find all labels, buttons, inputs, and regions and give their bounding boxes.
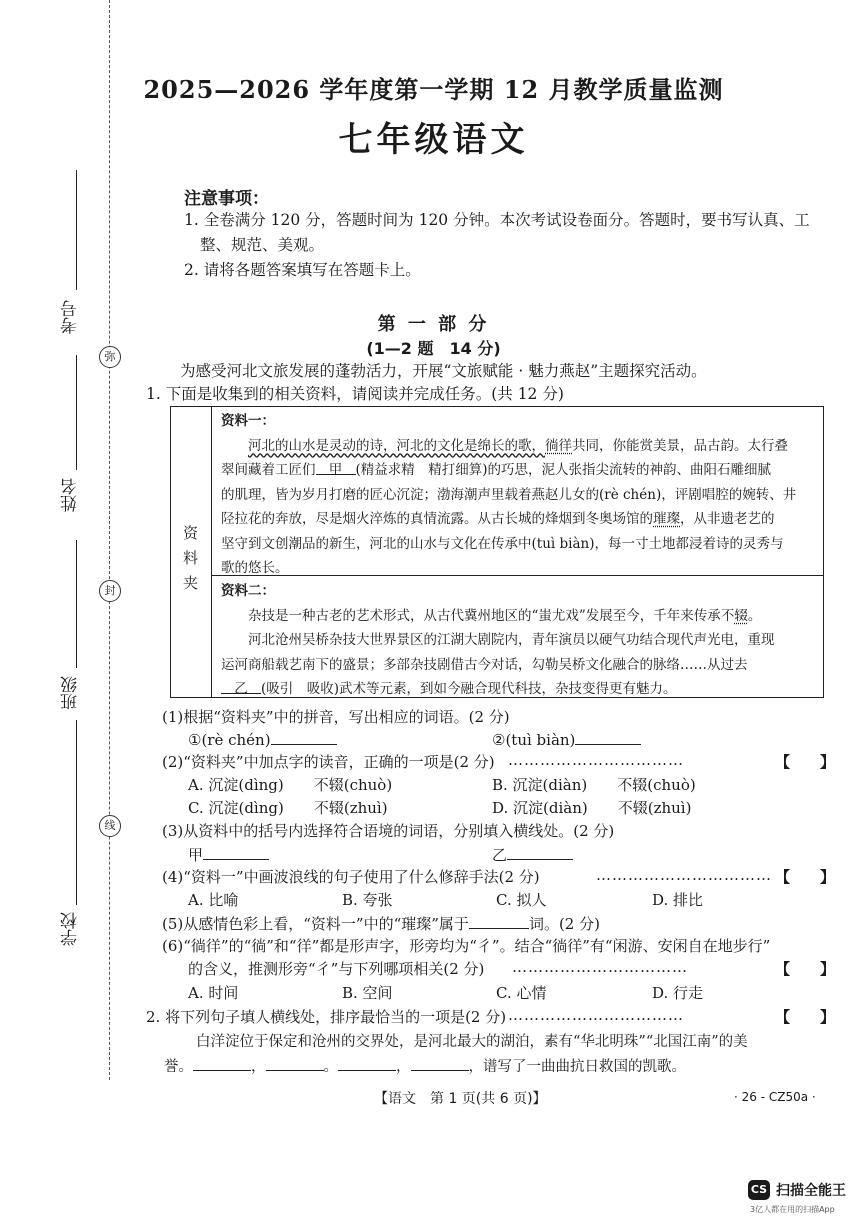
- m1-line2b: (精益求精 精打细算)的巧思，泥人张指尖流转的神韵、曲阳石雕细腻: [355, 462, 772, 478]
- banji-line: [76, 540, 77, 668]
- q2-stem: 2. 将下列句子填人横线处，排序最恰当的一项是(2 分): [146, 1008, 507, 1026]
- s1-b-blank: [575, 728, 641, 745]
- s6-option-d: D. 行走: [652, 984, 704, 1002]
- s6-line2: 的含义，推测形旁“彳”与下列哪项相关(2 分): [188, 960, 485, 978]
- label-xuexiao: 学校: [61, 912, 81, 946]
- s6-option-c: C. 心情: [496, 984, 547, 1002]
- q2-dots: ……………………………: [508, 1006, 684, 1024]
- m2-line4: (吸引 吸收)武术等元素，到如今融合现代科技，杂技变得更有魅力。: [261, 681, 677, 697]
- paper-code: · 26 - CZ50a ·: [734, 1090, 816, 1104]
- s4-answer-bracket: 【 】: [775, 868, 836, 886]
- s5-b: 词。(2 分): [528, 915, 600, 933]
- q2-text-line1: 白洋淀位于保定和沧州的交界处，是河北最大的湖泊，素有“华北明珠”“北国江南”的美: [196, 1034, 748, 1050]
- page-footer: 【语文 第 1 页(共 6 页)】: [374, 1091, 547, 1107]
- s5-blank: [469, 912, 529, 929]
- watermark-tagline: 3亿人都在用的扫描App: [750, 1205, 835, 1214]
- material-1-title: 资料一：: [221, 413, 275, 429]
- q2-text-line2: 誉。 ， 。 ， ，谱写了一曲曲抗日救国的凯歌。: [164, 1054, 686, 1076]
- m2-line2: 河北沧州吴桥杂技大世界景区的江湖大剧院内，青年演员以硬气功结合现代声光电，重现: [248, 632, 775, 648]
- m1-line6: 歌的悠长。: [221, 560, 289, 576]
- s1-b-label: ②(tuì biàn): [492, 731, 576, 749]
- m1-line5: 坚守到文创潮品的新生，河北的山水与文化在传承中(tuì biàn)，每一寸土地都浸着诗的灵秀与: [221, 535, 784, 552]
- seal-mi: 弥: [99, 346, 121, 368]
- binding-dashed-line: [109, 0, 110, 1080]
- s2-answer-bracket: 【 】: [775, 753, 836, 771]
- s3-yi-blank: [507, 843, 573, 860]
- s4-option-a: A. 比喻: [188, 891, 239, 909]
- s6-line1: (6)“徜徉”的“徜”和“徉”都是形声字，形旁均为“彳”。结合“徜徉”有“闲游、安闲自在地步行”: [162, 937, 771, 955]
- m2-word-chuo: 辍: [734, 607, 748, 624]
- s4-option-b: B. 夸张: [342, 891, 393, 909]
- s4-option-d: D. 排比: [652, 891, 704, 909]
- s6-option-a: A. 时间: [188, 984, 239, 1002]
- folder-char-2: 料: [183, 549, 199, 567]
- label-xingming: 姓名: [61, 478, 81, 512]
- notes-item1-line2: 整、规范、美观。: [200, 236, 325, 254]
- s1-b: [492, 728, 641, 749]
- exam-title: 2025—2026 学年度第一学期 12 月教学质量监测: [143, 75, 724, 104]
- notes-item2: 2. 请将各题答案填写在答题卡上。: [184, 261, 421, 279]
- camscanner-logo-icon: CS: [748, 1180, 770, 1200]
- subject-title: 七年级语文: [338, 120, 529, 160]
- material-folder-label: [171, 407, 212, 697]
- m2-line1b: 。: [747, 607, 762, 624]
- s6-dots: ……………………………: [512, 958, 688, 976]
- s4-dots: ……………………………: [596, 866, 772, 884]
- s1-stem: (1)根据“资料夹”中的拼音，写出相应的词语。(2 分): [162, 708, 510, 726]
- s6-option-b: B. 空间: [342, 984, 393, 1002]
- blank-yi: 乙: [221, 677, 261, 694]
- s1-a-blank: [271, 728, 337, 745]
- s4-stem: (4)“资料一”中画波浪线的句子使用了什么修辞手法(2 分): [162, 868, 540, 886]
- s5: [162, 912, 600, 934]
- m1-word-changyang: 徜徉: [545, 437, 572, 454]
- m2-line3: 运河商船载艺南下的盛景；多部杂技剧借古今对话，勾勒吴桥文化融合的脉络……从过去: [221, 656, 748, 673]
- part-subtitle: (1—2 题 14 分): [366, 339, 501, 358]
- material-folder: [170, 406, 824, 698]
- m1-word-cuican: 璀璨: [653, 511, 680, 527]
- m1-line4b: ，从非遗老艺的: [680, 511, 775, 527]
- s2-dots: ……………………………: [508, 751, 684, 769]
- material-2-title: 资料二：: [221, 583, 275, 599]
- s5-a: (5)从感情色彩上看，“资料一”中的“璀璨”属于: [162, 915, 469, 933]
- s6-answer-bracket: 【 】: [775, 960, 836, 978]
- s1-a-label: ①(rè chén): [188, 731, 271, 749]
- folder-char-1: 资: [183, 524, 199, 542]
- s3-yi: [492, 843, 573, 865]
- m1-line3: 的肌理，皆为岁月打磨的匠心沉淀；渤海潮声里载着燕赵儿女的(rè chén)，评剧唱腔的婉转、井: [221, 486, 797, 503]
- s2-option-a: A. 沉淀(dìng) 不辍(chuò): [188, 776, 393, 794]
- q2-line2-end: ，谱写了一曲曲抗日救国的凯歌。: [468, 1059, 686, 1075]
- m1-wavy-sentence: 河北的山水是灵动的诗，河北的文化是绵长的歌，: [248, 437, 545, 454]
- q2-answer-bracket: 【 】: [775, 1008, 836, 1026]
- notes-heading: 注意事项：: [184, 189, 269, 209]
- s3-stem: (3)从资料中的括号内选择符合语境的词语，分别填入横线处。(2 分): [162, 822, 615, 840]
- folder-char-3: 夹: [183, 574, 199, 592]
- kaohao-line: [76, 170, 77, 290]
- m1-line1-rest: 共同，你能赏美景，品古韵。太行叠: [572, 437, 788, 454]
- material-2: [221, 579, 815, 702]
- label-banji: 班级: [61, 676, 81, 710]
- seal-feng: 封: [99, 580, 121, 602]
- s2-stem: (2)“资料夹”中加点字的读音，正确的一项是(2 分): [162, 753, 495, 771]
- xuexiao-line: [76, 720, 77, 905]
- part-intro: 为感受河北文旅发展的蓬勃活力，开展“文旅赋能 · 魅力燕赵”主题探究活动。: [180, 362, 707, 380]
- s2-option-b: B. 沉淀(diàn) 不辍(chuò): [492, 776, 696, 794]
- s3-yi-label: 乙: [492, 846, 508, 864]
- s2-option-d: D. 沉淀(diàn) 不辍(zhuì): [492, 799, 692, 817]
- q2-blank-4: [411, 1054, 469, 1071]
- s2-option-c: C. 沉淀(dìng) 不辍(zhuì): [188, 799, 388, 817]
- q2-blank-1: [193, 1054, 251, 1071]
- part-title: 第 一 部 分: [377, 314, 490, 335]
- q2-line2-start: 誉。: [164, 1059, 193, 1075]
- blank-jia: 甲: [316, 458, 356, 475]
- seal-xian: 线: [99, 815, 121, 837]
- s1-a: [188, 728, 337, 749]
- m1-line4a: 陉拉花的奔放，尽是烟火淬炼的真情流露。从古长城的烽烟到冬奥场馆的: [221, 511, 653, 527]
- notes-item1-line1: 1. 全卷满分 120 分，答题时间为 120 分钟。本次考试设卷面分。答题时，要书写认真、工: [184, 211, 810, 229]
- q2-blank-3: [338, 1054, 396, 1071]
- s4-option-c: C. 拟人: [496, 891, 547, 909]
- s3-jia-blank: [203, 843, 269, 860]
- material-divider: [211, 575, 823, 576]
- watermark-name: 扫描全能王: [776, 1183, 846, 1199]
- label-kaohao: 考号: [61, 300, 81, 334]
- q2-blank-2: [266, 1054, 324, 1071]
- xingming-line: [76, 355, 77, 470]
- s3-jia-label: 甲: [188, 846, 204, 864]
- m1-line2a: 翠间藏着工匠们: [221, 462, 316, 478]
- q1-stem: 1. 下面是收集到的相关资料，请阅读并完成任务。(共 12 分): [146, 385, 564, 403]
- s3-jia: [188, 843, 269, 865]
- material-1: [221, 409, 815, 581]
- m2-line1a: 杂技是一种古老的艺术形式，从古代冀州地区的“蚩尤戏”发展至今，千年来传承不: [248, 607, 735, 624]
